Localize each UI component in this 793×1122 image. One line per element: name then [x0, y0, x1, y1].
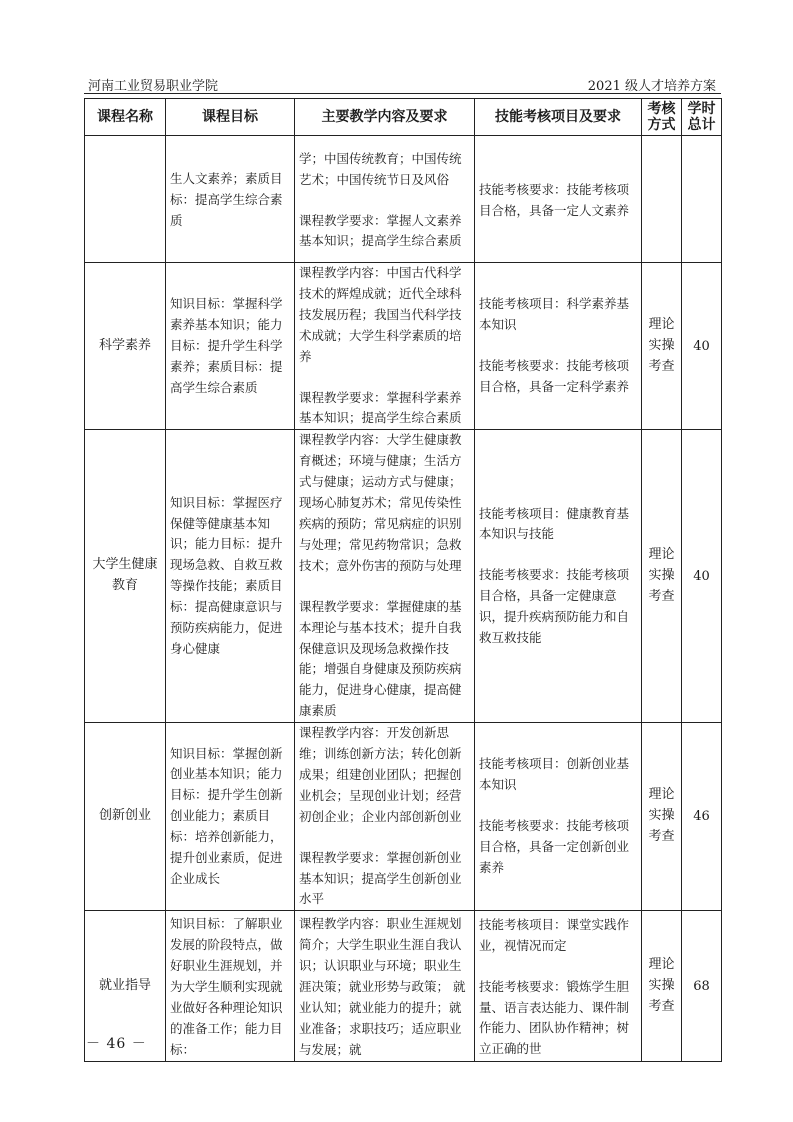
hours-cell — [682, 136, 722, 263]
col-header-method: 考核方式 — [642, 99, 682, 136]
method-cell: 理论实操考查 — [642, 263, 682, 430]
skill-requirement-text: 技能考核要求：技能考核项目合格，具备一定人文素养 — [479, 181, 630, 218]
course-table — [84, 98, 722, 1062]
course-content-cell — [295, 263, 475, 430]
content-text: 课程教学内容：职业生涯规划简介；大学生职业生涯自我认识；认识职业与环境；职业生涯决策；就业形势与政策； 就业认知；就业能力的提升；就业准备；求职技巧；适应职业与发展；就 — [299, 916, 466, 1057]
course-goal-cell: 生人文素养；素质目标：提高学生综合素质 — [166, 136, 295, 263]
course-content-cell — [295, 911, 475, 1061]
course-goal-cell: 知识目标：掌握科学素养基本知识；能力目标：提升学生科学素养；素质目标：提高学生综合素质 — [166, 263, 295, 430]
method-cell: 理论实操考查 — [642, 723, 682, 911]
header-rule — [84, 93, 721, 94]
skill-requirement-text: 技能考核要求：技能考核项目合格，具备一定健康意识，提升疾病预防能力和自救互救技能 — [479, 567, 630, 646]
skill-item-text: 技能考核项目：科学素养基本知识 — [479, 296, 630, 333]
content-text: 学；中国传统教育；中国传统艺术；中国传统节日及风俗 — [299, 150, 462, 187]
table-row — [85, 263, 722, 430]
course-name-cell: 创新创业 — [85, 723, 166, 911]
requirement-text: 课程教学要求：掌握人文素养基本知识；提高学生综合素质 — [299, 212, 462, 249]
requirement-text: 课程教学要求：掌握科学素养基本知识；提高学生综合素质 — [299, 389, 462, 426]
table-row — [85, 723, 722, 911]
skill-cell — [475, 723, 642, 911]
course-name-cell — [85, 136, 166, 263]
method-cell: 理论实操考查 — [642, 911, 682, 1061]
skill-requirement-text: 技能考核要求：锻炼学生胆量、语言表达能力、课件制作能力、团队协作精神；树立正确的世 — [479, 978, 630, 1057]
table-row — [85, 136, 722, 263]
hours-cell: 68 — [682, 911, 722, 1061]
header-doc-title: 2021 级人才培养方案 — [587, 79, 716, 94]
header-school-name: 河南工业贸易职业学院 — [88, 79, 219, 94]
table-row — [85, 911, 722, 1061]
hours-cell: 40 — [682, 263, 722, 430]
content-text: 课程教学内容：中国古代科学技术的辉煌成就；近代全球科技发展历程；我国当代科学技术成就；大学生科学素质的培养 — [299, 265, 462, 364]
course-goal-cell: 知识目标：掌握医疗保健等健康基本知识；能力目标：提升现场急救、自救互救等操作技能；素质目标：提高健康意识与预防疾病能力，促进身心健康 — [166, 430, 295, 723]
skill-requirement-text: 技能考核要求：技能考核项目合格，具备一定创新创业素养 — [479, 818, 630, 876]
content-text: 课程教学内容：大学生健康教育概述；环境与健康；生活方式与健康；运动方式与健康；现场心肺复苏术；常见传染性疾病的预防；常见病症的识别与处理；常见药物常识；急救技术；意外伤害的预防与处理 — [299, 432, 462, 573]
col-header-hours: 学时总计 — [682, 99, 722, 136]
skill-cell — [475, 430, 642, 723]
page-number: － 46 － — [86, 1036, 147, 1052]
course-name-cell: 科学素养 — [85, 263, 166, 430]
col-header-course-name: 课程名称 — [85, 99, 166, 136]
col-header-content: 主要教学内容及要求 — [295, 99, 475, 136]
skill-cell — [475, 263, 642, 430]
skill-cell — [475, 911, 642, 1061]
method-cell: 理论实操考查 — [642, 430, 682, 723]
skill-cell — [475, 136, 642, 263]
course-goal-cell: 知识目标：掌握创新创业基本知识；能力目标：提升学生创新创业能力；素质目标：培养创新能力，提升创业素质，促进企业成长 — [166, 723, 295, 911]
hours-cell: 40 — [682, 430, 722, 723]
skill-item-text: 技能考核项目：创新创业基本知识 — [479, 756, 630, 793]
course-name-cell: 大学生健康教育 — [85, 430, 166, 723]
table-row — [85, 430, 722, 723]
course-content-cell — [295, 430, 475, 723]
skill-requirement-text: 技能考核要求：技能考核项目合格，具备一定科学素养 — [479, 358, 630, 395]
requirement-text: 课程教学要求：掌握健康的基本理论与基本技术；提升自我保健意识及现场急救操作技能；增强自身健康及预防疾病能力，促进身心健康，提高健康素质 — [299, 598, 462, 719]
content-text: 课程教学内容：开发创新思维；训练创新方法；转化创新成果；组建创业团队；把握创业机会；呈现创业计划；经营初创企业；企业内部创新创业 — [299, 725, 462, 824]
course-content-cell — [295, 723, 475, 911]
requirement-text: 课程教学要求：掌握创新创业基本知识；提高学生创新创业水平 — [299, 849, 462, 907]
skill-item-text: 技能考核项目：健康教育基本知识与技能 — [479, 505, 630, 542]
skill-item-text: 技能考核项目：课堂实践作业，视情况而定 — [479, 916, 630, 953]
course-content-cell — [295, 136, 475, 263]
course-name-cell: 就业指导 — [85, 911, 166, 1061]
col-header-course-goal: 课程目标 — [166, 99, 295, 136]
hours-cell: 46 — [682, 723, 722, 911]
method-cell — [642, 136, 682, 263]
course-goal-cell: 知识目标：了解职业发展的阶段特点，做好职业生涯规划，并为大学生顺利实现就业做好各种理论知识的准备工作；能力目标： — [166, 911, 295, 1061]
col-header-skill: 技能考核项目及要求 — [475, 99, 642, 136]
table-header-row — [85, 99, 722, 136]
